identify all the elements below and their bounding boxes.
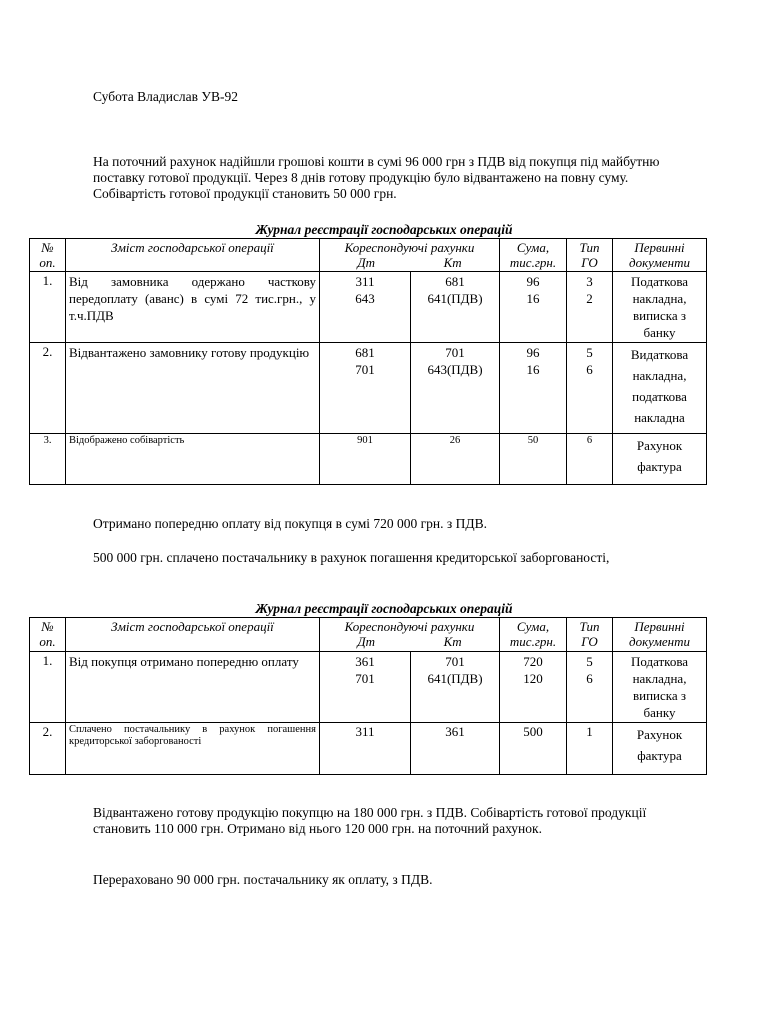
author-line: Субота Владислав УВ-92 bbox=[93, 89, 238, 104]
row-sum: 720 120 bbox=[500, 652, 567, 723]
row-dt: 901 bbox=[320, 434, 411, 485]
task3-text-1: Відвантажено готову продукцію покупцю на 180 000 грн. з ПДВ. Собівартість готової продукції становить 110 000 грн. Отримано від нього 120 000 грн. на поточний рахунок. bbox=[93, 805, 647, 836]
row-sum: 500 bbox=[500, 723, 567, 775]
table-row bbox=[30, 652, 707, 723]
table-row bbox=[30, 434, 707, 485]
col-no-header: № оп. bbox=[30, 618, 66, 652]
row-kt: 701 641(ПДВ) bbox=[411, 652, 500, 723]
row-no: 2. bbox=[30, 723, 66, 775]
row-sum: 96 16 bbox=[500, 272, 567, 343]
row-type: 5 6 bbox=[567, 652, 613, 723]
row-docs: Податкова накладна, виписка з банку bbox=[613, 652, 707, 723]
journal-table-1 bbox=[29, 238, 707, 485]
dt-label: Дт bbox=[357, 634, 375, 649]
row-type: 1 bbox=[567, 723, 613, 775]
row-type: 3 2 bbox=[567, 272, 613, 343]
col-sum-header: Сума, тис.грн. bbox=[500, 239, 567, 272]
table-row bbox=[30, 272, 707, 343]
row-no: 1. bbox=[30, 272, 66, 343]
col-content-header: Зміст господарської операції bbox=[66, 618, 320, 652]
row-sum: 50 bbox=[500, 434, 567, 485]
row-dt: 681 701 bbox=[320, 343, 411, 434]
journal-table-2 bbox=[29, 617, 707, 775]
row-content: Від замовника одержано часткову передоплату (аванс) в сумі 72 тис.грн., у т.ч.ПДВ bbox=[66, 272, 320, 343]
row-dt: 311 bbox=[320, 723, 411, 775]
row-kt: 701 643(ПДВ) bbox=[411, 343, 500, 434]
row-content: Відвантажено замовнику готову продукцію bbox=[66, 343, 320, 434]
col-content-header: Зміст господарської операції bbox=[66, 239, 320, 272]
row-no: 3. bbox=[30, 434, 66, 485]
table-header-row bbox=[30, 239, 707, 272]
row-no: 1. bbox=[30, 652, 66, 723]
row-docs: Податкова накладна, виписка з банку bbox=[613, 272, 707, 343]
col-no-header: № оп. bbox=[30, 239, 66, 272]
table-header-row bbox=[30, 618, 707, 652]
col-docs-header: Первинні документи bbox=[613, 239, 707, 272]
row-no: 2. bbox=[30, 343, 66, 434]
row-kt: 361 bbox=[411, 723, 500, 775]
journal-title-1: Журнал реєстрації господарських операцій bbox=[255, 222, 513, 237]
dt-label: Дт bbox=[357, 255, 375, 270]
row-sum: 96 16 bbox=[500, 343, 567, 434]
kt-label: Кт bbox=[443, 255, 462, 270]
row-type: 6 bbox=[567, 434, 613, 485]
row-dt: 311 643 bbox=[320, 272, 411, 343]
table-row bbox=[30, 343, 707, 434]
row-type: 5 6 bbox=[567, 343, 613, 434]
row-docs: Видаткова накладна, податкова накладна bbox=[613, 343, 707, 434]
col-type-header: Тип ГО bbox=[567, 239, 613, 272]
kt-label: Кт bbox=[443, 634, 462, 649]
col-type-header: Тип ГО bbox=[567, 618, 613, 652]
kor-label: Кореспондуючі рахунки bbox=[344, 619, 475, 634]
row-content: Відображено собівартість bbox=[66, 434, 320, 485]
col-kor-header bbox=[320, 239, 500, 272]
row-content: Сплачено постачальнику в рахунок погашення кредиторської заборгованості bbox=[66, 723, 320, 775]
task3-text-2: Перераховано 90 000 грн. постачальнику як оплату, з ПДВ. bbox=[93, 872, 433, 887]
row-kt: 681 641(ПДВ) bbox=[411, 272, 500, 343]
kor-label: Кореспондуючі рахунки bbox=[344, 240, 475, 255]
task2-text-2: 500 000 грн. сплачено постачальнику в рахунок погашення кредиторської заборгованості, bbox=[93, 550, 610, 565]
row-docs: Рахунок фактура bbox=[613, 723, 707, 775]
col-docs-header: Первинні документи bbox=[613, 618, 707, 652]
col-kor-header bbox=[320, 618, 500, 652]
task2-text-1: Отримано попередню оплату від покупця в сумі 720 000 грн. з ПДВ. bbox=[93, 516, 487, 531]
row-content: Від покупця отримано попередню оплату bbox=[66, 652, 320, 723]
table-row bbox=[30, 723, 707, 775]
task1-text: На поточний рахунок надійшли грошові кошти в сумі 96 000 грн з ПДВ від покупця під майбутню поставку готової продукції. Через 8 днів готову продукцію було відвантажено на повну суму. Собівартість готової продукції становить 50 000 грн. bbox=[93, 154, 660, 201]
journal-title-2: Журнал реєстрації господарських операцій bbox=[255, 601, 513, 616]
row-dt: 361 701 bbox=[320, 652, 411, 723]
row-docs: Рахунок фактура bbox=[613, 434, 707, 485]
col-sum-header: Сума, тис.грн. bbox=[500, 618, 567, 652]
row-kt: 26 bbox=[411, 434, 500, 485]
